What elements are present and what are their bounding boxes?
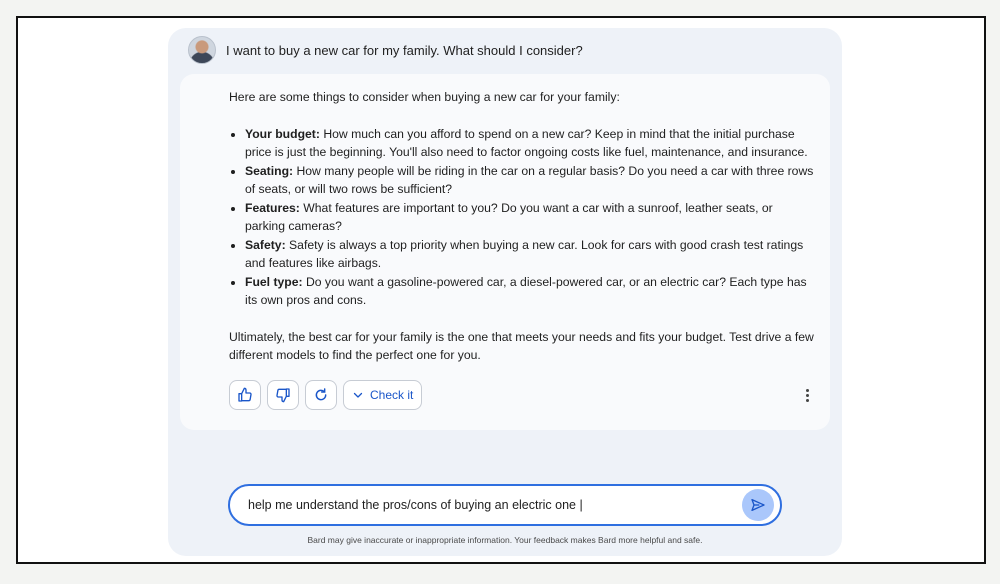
point-title: Features: bbox=[245, 200, 300, 215]
point-title: Fuel type: bbox=[245, 274, 303, 289]
response-card bbox=[180, 74, 830, 430]
more-options-button[interactable] bbox=[800, 384, 814, 406]
response-actions bbox=[229, 380, 422, 410]
thumbs-up-icon bbox=[237, 387, 253, 403]
regenerate-button[interactable] bbox=[305, 380, 337, 410]
screenshot-frame bbox=[16, 16, 986, 564]
thumbs-down-icon bbox=[275, 387, 291, 403]
disclaimer: Bard may give inaccurate or inappropriate information. Your feedback makes Bard more helpful and safe. bbox=[307, 535, 703, 545]
thumbs-up-button[interactable] bbox=[229, 380, 261, 410]
point-title: Seating: bbox=[245, 163, 294, 178]
point-text: How many people will be riding in the car on a regular basis? Do you need a car with three rows of seats, or will two rows be sufficient? bbox=[245, 163, 814, 196]
list-item bbox=[245, 236, 814, 273]
list-item bbox=[245, 125, 814, 162]
point-text: What features are important to you? Do you want a car with a sunroof, leather seats, or parking cameras? bbox=[245, 200, 773, 233]
list-item bbox=[245, 199, 814, 236]
chat-panel bbox=[168, 28, 842, 556]
response-outro: Ultimately, the best car for your family is the one that meets your needs and fits your budget. Test drive a few different models to find the perfect one for you. bbox=[229, 329, 814, 362]
send-button[interactable] bbox=[742, 489, 774, 521]
list-item bbox=[245, 162, 814, 199]
regenerate-icon bbox=[313, 387, 329, 403]
more-vert-icon bbox=[806, 389, 809, 392]
user-prompt bbox=[188, 36, 583, 64]
chevron-down-icon bbox=[352, 389, 364, 401]
consideration-list bbox=[229, 125, 814, 310]
point-text: Do you want a gasoline-powered car, a diesel-powered car, or an electric car? Each type has its own pros and cons. bbox=[245, 274, 807, 307]
prompt-input[interactable] bbox=[228, 484, 782, 526]
prompt-text: I want to buy a new car for my family. What should I consider? bbox=[226, 42, 583, 58]
point-text: How much can you afford to spend on a new car? Keep in mind that the initial purchase price is just the beginning. You'll also need to factor ongoing costs like fuel, maintenance, and insurance. bbox=[245, 126, 808, 159]
response-body bbox=[229, 88, 814, 365]
point-title: Your budget: bbox=[245, 126, 320, 141]
thumbs-down-button[interactable] bbox=[267, 380, 299, 410]
prompt-input-text[interactable]: help me understand the pros/cons of buying an electric one | bbox=[248, 498, 583, 512]
more-vert-icon bbox=[806, 394, 809, 397]
check-it-label: Check it bbox=[370, 388, 414, 402]
point-title: Safety: bbox=[245, 237, 286, 252]
more-vert-icon bbox=[806, 399, 809, 402]
list-item bbox=[245, 273, 814, 310]
user-avatar bbox=[188, 36, 216, 64]
send-icon bbox=[750, 497, 766, 513]
check-it-button[interactable] bbox=[343, 380, 422, 410]
point-text: Safety is always a top priority when buying a new car. Look for cars with good crash test ratings and features like airbags. bbox=[245, 237, 804, 270]
response-intro: Here are some things to consider when buying a new car for your family: bbox=[229, 90, 620, 104]
